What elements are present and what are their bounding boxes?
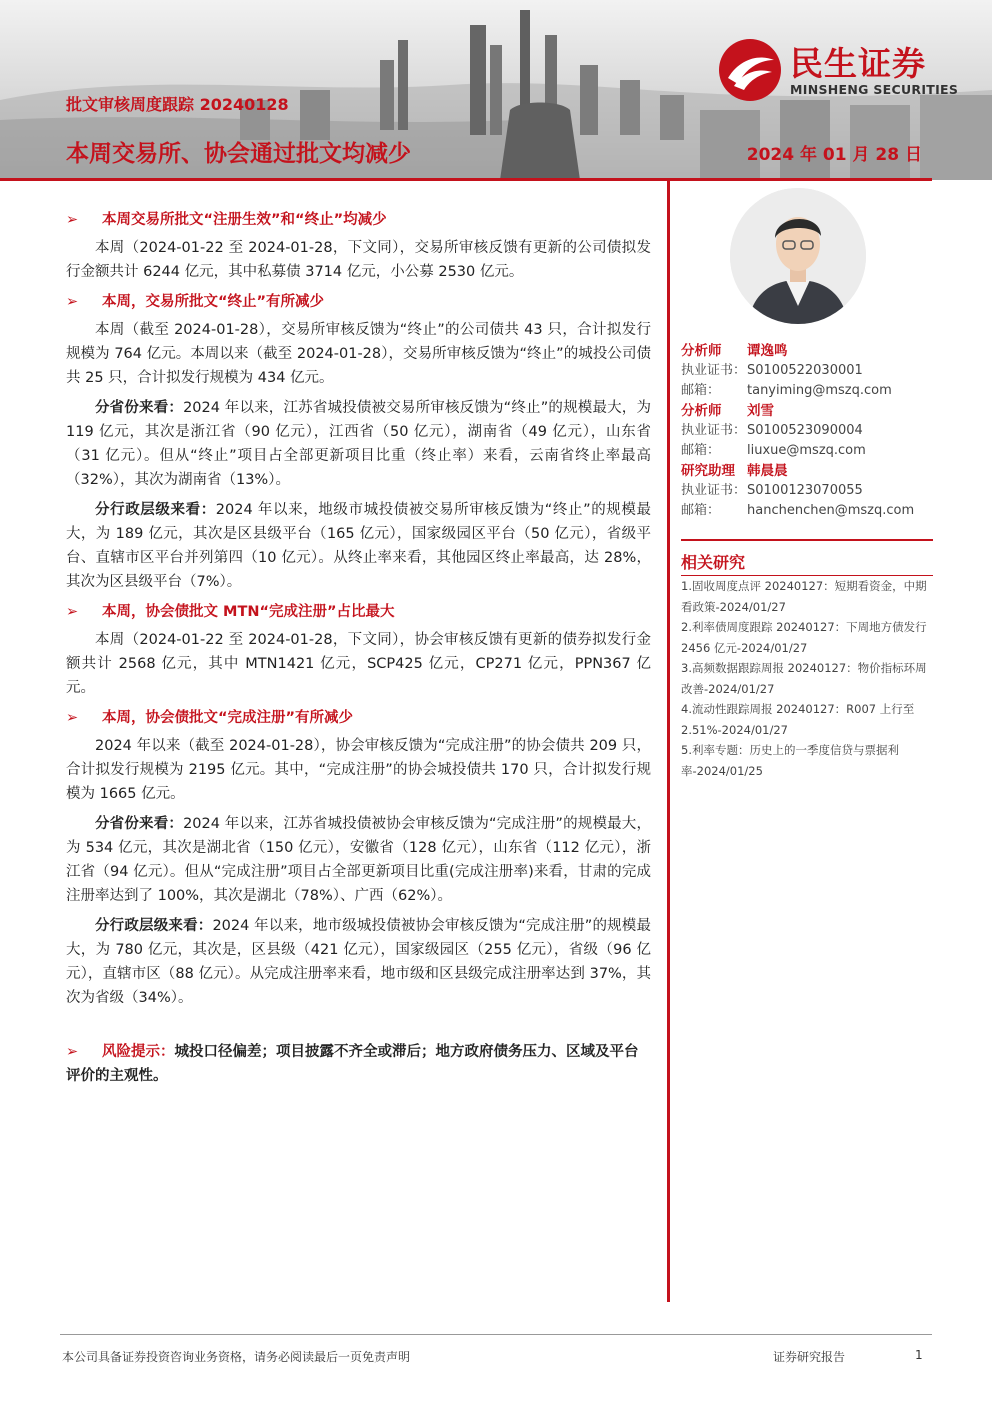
page-number: 1 <box>915 1348 923 1362</box>
analyst-name-row: 研究助理 韩晨晨 <box>681 463 788 479</box>
arrow-bullet-icon: ➢ <box>66 710 79 726</box>
related-item[interactable]: 5.利率专题：历史上的一季度信贷与票据利率-2024/01/25 <box>681 743 899 778</box>
paragraph-lead: 分行政层级来看： <box>95 918 213 934</box>
analyst-cert-row: 执业证书：S0100522030001 <box>681 363 863 378</box>
header-banner <box>0 0 992 180</box>
main-content <box>66 208 651 1088</box>
analyst-cert-row: 执业证书：S0100523090004 <box>681 423 863 438</box>
related-research-list <box>681 576 931 781</box>
logo-chinese-name: 民生证券 <box>790 44 926 83</box>
report-date: 2024 年 01 月 28 日 <box>746 145 922 165</box>
related-divider <box>681 539 933 541</box>
paragraph: 分省份来看：2024 年以来，江苏省城投债被协会审核反馈为“完成注册”的规模最大，为 534 亿元，其次是湖北省（150 亿元），安徽省（128 亿元），山东省（112 亿元），浙江省（94 亿元）。但从“完成注册”项目占全部更新项目比重(完成注册率)来看，甘肃的完成注册率达到了 100%，其次是湖北（78%）、广西（62%）。 <box>66 816 651 904</box>
footer-doc-type: 证券研究报告 <box>773 1350 846 1364</box>
section-heading: ➢ 本周交易所批文“注册生效”和“终止”均减少 <box>66 208 651 232</box>
analyst-name-row: 分析师 刘雪 <box>681 403 774 419</box>
column-divider <box>667 178 670 1302</box>
related-item[interactable]: 4.流动性跟踪周报 20240127：R007 上行至 2.51%-2024/01/27 <box>681 702 915 737</box>
analyst-email-row: 邮箱： tanyiming@mszq.com <box>681 383 892 398</box>
paragraph: 本周（2024-01-22 至 2024-01-28，下文同），协会审核反馈有更新的债券拟发行金额共计 2568 亿元，其中 MTN1421 亿元，SCP425 亿元，CP271 亿元，PPN367 亿元。 <box>66 632 651 696</box>
company-logo <box>718 38 968 108</box>
paragraph-lead: 分行政层级来看： <box>95 502 216 518</box>
analyst-portrait-icon <box>730 188 866 324</box>
section-heading: ➢ 本周，交易所批文“终止”有所减少 <box>66 290 651 314</box>
paragraph: 2024 年以来（截至 2024-01-28），协会审核反馈为“完成注册”的协会债共 209 只，合计拟发行规模为 2195 亿元。其中，“完成注册”的协会城投债共 170 只，合计拟发行规模为 1665 亿元。 <box>66 738 651 802</box>
analyst-photo <box>730 188 866 324</box>
logo-mark-icon <box>718 38 782 102</box>
risk-warning: ➢ 风险提示：城投口径偏差；项目披露不齐全或滞后；地方政府债务压力、区域及平台评价的主观性。 <box>66 1040 651 1088</box>
arrow-bullet-icon: ➢ <box>66 604 79 620</box>
paragraph: 分省份来看：2024 年以来，江苏省城投债被交易所审核反馈为“终止”的规模最大，为 119 亿元，其次是浙江省（90 亿元），江西省（50 亿元），湖南省（49 亿元），山东省（31 亿元）。但从“终止”项目占全部更新项目比重（终止率）来看，云南省终止率最高（32%），其次为湖南省（13%）。 <box>66 400 651 488</box>
related-item[interactable]: 1.固收周度点评 20240127：短期看资金，中期看政策-2024/01/27 <box>681 579 927 614</box>
paragraph: 本周（2024-01-22 至 2024-01-28，下文同），交易所审核反馈有更新的公司债拟发行金额共计 6244 亿元，其中私募债 3714 亿元，小公募 2530 亿元。 <box>66 240 651 280</box>
analyst-cert-row: 执业证书：S0100123070055 <box>681 483 863 498</box>
analyst-email-row: 邮箱： liuxue@mszq.com <box>681 443 866 458</box>
section-heading: ➢ 本周，协会债批文 MTN“完成注册”占比最大 <box>66 600 651 624</box>
paragraph: 分行政层级来看：2024 年以来，地级市城投债被交易所审核反馈为“终止”的规模最大，为 189 亿元，其次是区县级平台（165 亿元），国家级园区平台（50 亿元），省级平台、直辖市区平台并列第四（10 亿元）。从终止率来看，其他园区终止率最高，达 28%，其次为区县级平台（7%）。 <box>66 502 651 590</box>
paragraph: 分行政层级来看：2024 年以来，地市级城投债被协会审核反馈为“完成注册”的规模最大，为 780 亿元，其次是，区县级（421 亿元），国家级园区（255 亿元），省级（96 亿元），直辖市区（88 亿元）。从完成注册率来看，地市级和区县级完成注册率达到 37%，其次为省级（34%）。 <box>66 918 651 1006</box>
header-divider <box>0 178 932 181</box>
paragraph: 本周（截至 2024-01-28），交易所审核反馈为“终止”的公司债共 43 只，合计拟发行规模为 764 亿元。本周以来（截至 2024-01-28），交易所审核反馈为“终止”的城投公司债共 25 只，合计拟发行规模为 434 亿元。 <box>66 322 651 386</box>
logo-english-name: MINSHENG SECURITIES <box>790 82 959 97</box>
report-series: 批文审核周度跟踪 20240128 <box>66 95 289 114</box>
analyst-list <box>681 341 931 521</box>
report-title: 本周交易所、协会通过批文均减少 <box>66 141 411 167</box>
analyst-email-row: 邮箱： hanchenchen@mszq.com <box>681 503 915 518</box>
arrow-bullet-icon: ➢ <box>66 294 79 310</box>
paragraph-lead: 分省份来看： <box>95 816 184 832</box>
footer-divider <box>60 1334 932 1335</box>
related-research-title: 相关研究 <box>681 553 746 572</box>
footer-disclaimer: 本公司具备证券投资咨询业务资格，请务必阅读最后一页免责声明 <box>62 1350 411 1364</box>
arrow-bullet-icon: ➢ <box>66 212 79 228</box>
analyst-name-row: 分析师 谭逸鸣 <box>681 343 788 359</box>
arrow-bullet-icon: ➢ <box>66 1044 79 1060</box>
paragraph-lead: 分省份来看： <box>95 400 184 416</box>
section-heading: ➢ 本周，协会债批文“完成注册”有所减少 <box>66 706 651 730</box>
related-item[interactable]: 2.利率债周度跟踪 20240127：下周地方债发行 2456 亿元-2024/01/27 <box>681 620 927 655</box>
related-item[interactable]: 3.高频数据跟踪周报 20240127：物价指标环周改善-2024/01/27 <box>681 661 927 696</box>
